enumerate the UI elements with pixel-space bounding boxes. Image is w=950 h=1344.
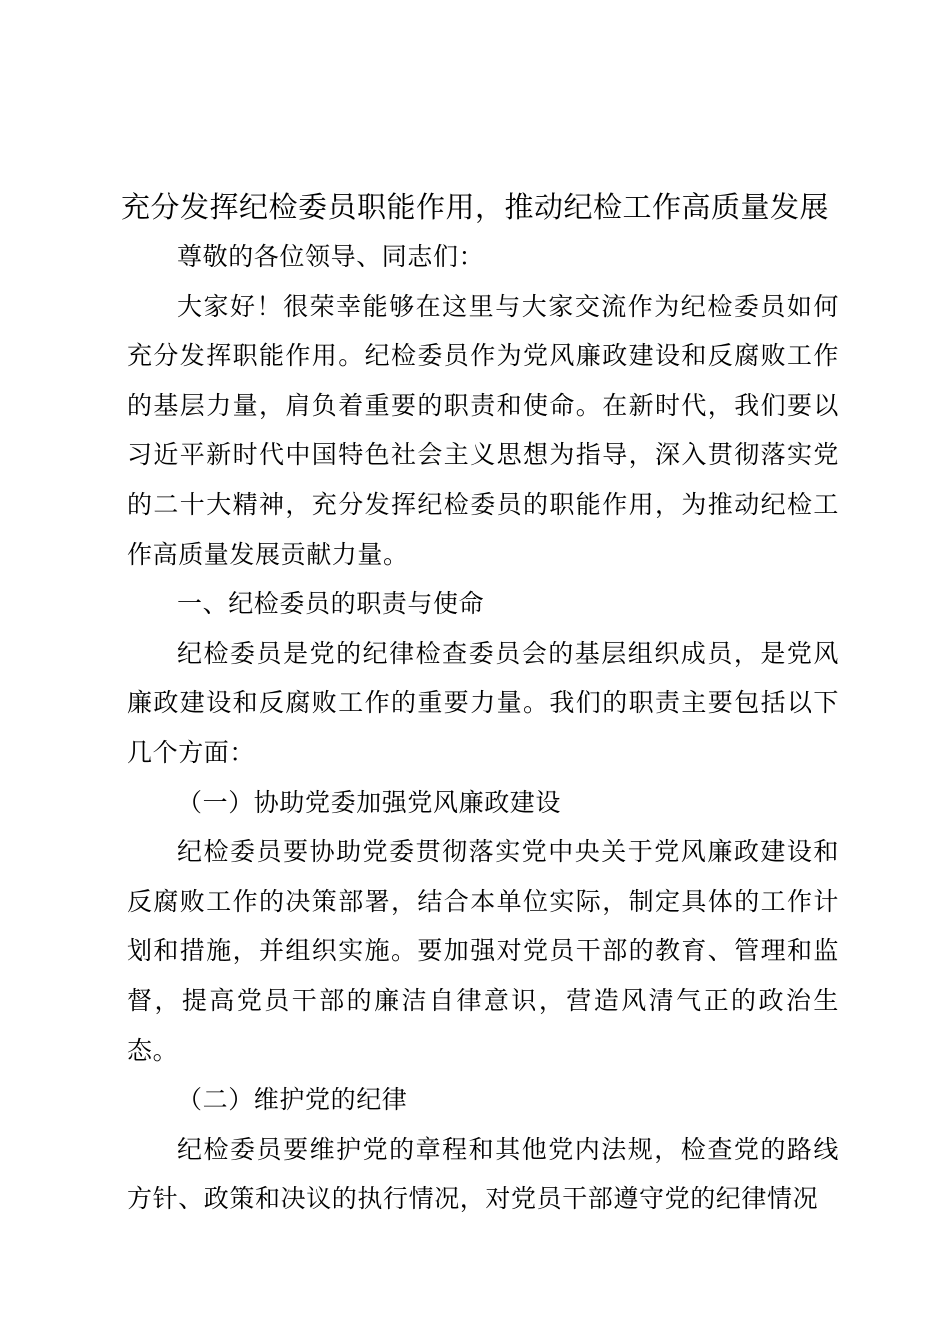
subsection-1-paragraph: 纪检委员要协助党委贯彻落实党中央关于党风廉政建设和反腐败工作的决策部署，结合本单位实际，制定具体的工作计划和措施，并组织实施。要加强对党员干部的教育、管理和监督，提高党员干部的廉洁自律意识，营造风清气正的政治生态。	[127, 837, 839, 1065]
section-1-paragraph: 纪检委员是党的纪律检查委员会的基层组织成员，是党风廉政建设和反腐败工作的重要力量。我们的职责主要包括以下几个方面：	[127, 638, 839, 767]
document-body	[127, 232, 839, 1224]
section-heading-1: 一、纪检委员的职责与使命	[177, 589, 485, 619]
document-title: 充分发挥纪检委员职能作用，推动纪检工作高质量发展	[120, 190, 829, 224]
salutation: 尊敬的各位领导、同志们：	[177, 242, 485, 271]
subsection-heading-2: （二）维护党的纪律	[177, 1085, 408, 1115]
subsection-heading-1: （一）协助党委加强党风廉政建设	[177, 787, 562, 817]
subsection-2-paragraph: 纪检委员要维护党的章程和其他党内法规，检查党的路线方针、政策和决议的执行情况，对党员干部遵守党的纪律情况	[127, 1134, 839, 1214]
intro-paragraph: 大家好！很荣幸能够在这里与大家交流作为纪检委员如何充分发挥职能作用。纪检委员作为党风廉政建设和反腐败工作的基层力量，肩负着重要的职责和使命。在新时代，我们要以习近平新时代中国特色社会主义思想为指导，深入贯彻落实党的二十大精神，充分发挥纪检委员的职能作用，为推动纪检工作高质量发展贡献力量。	[127, 291, 839, 569]
